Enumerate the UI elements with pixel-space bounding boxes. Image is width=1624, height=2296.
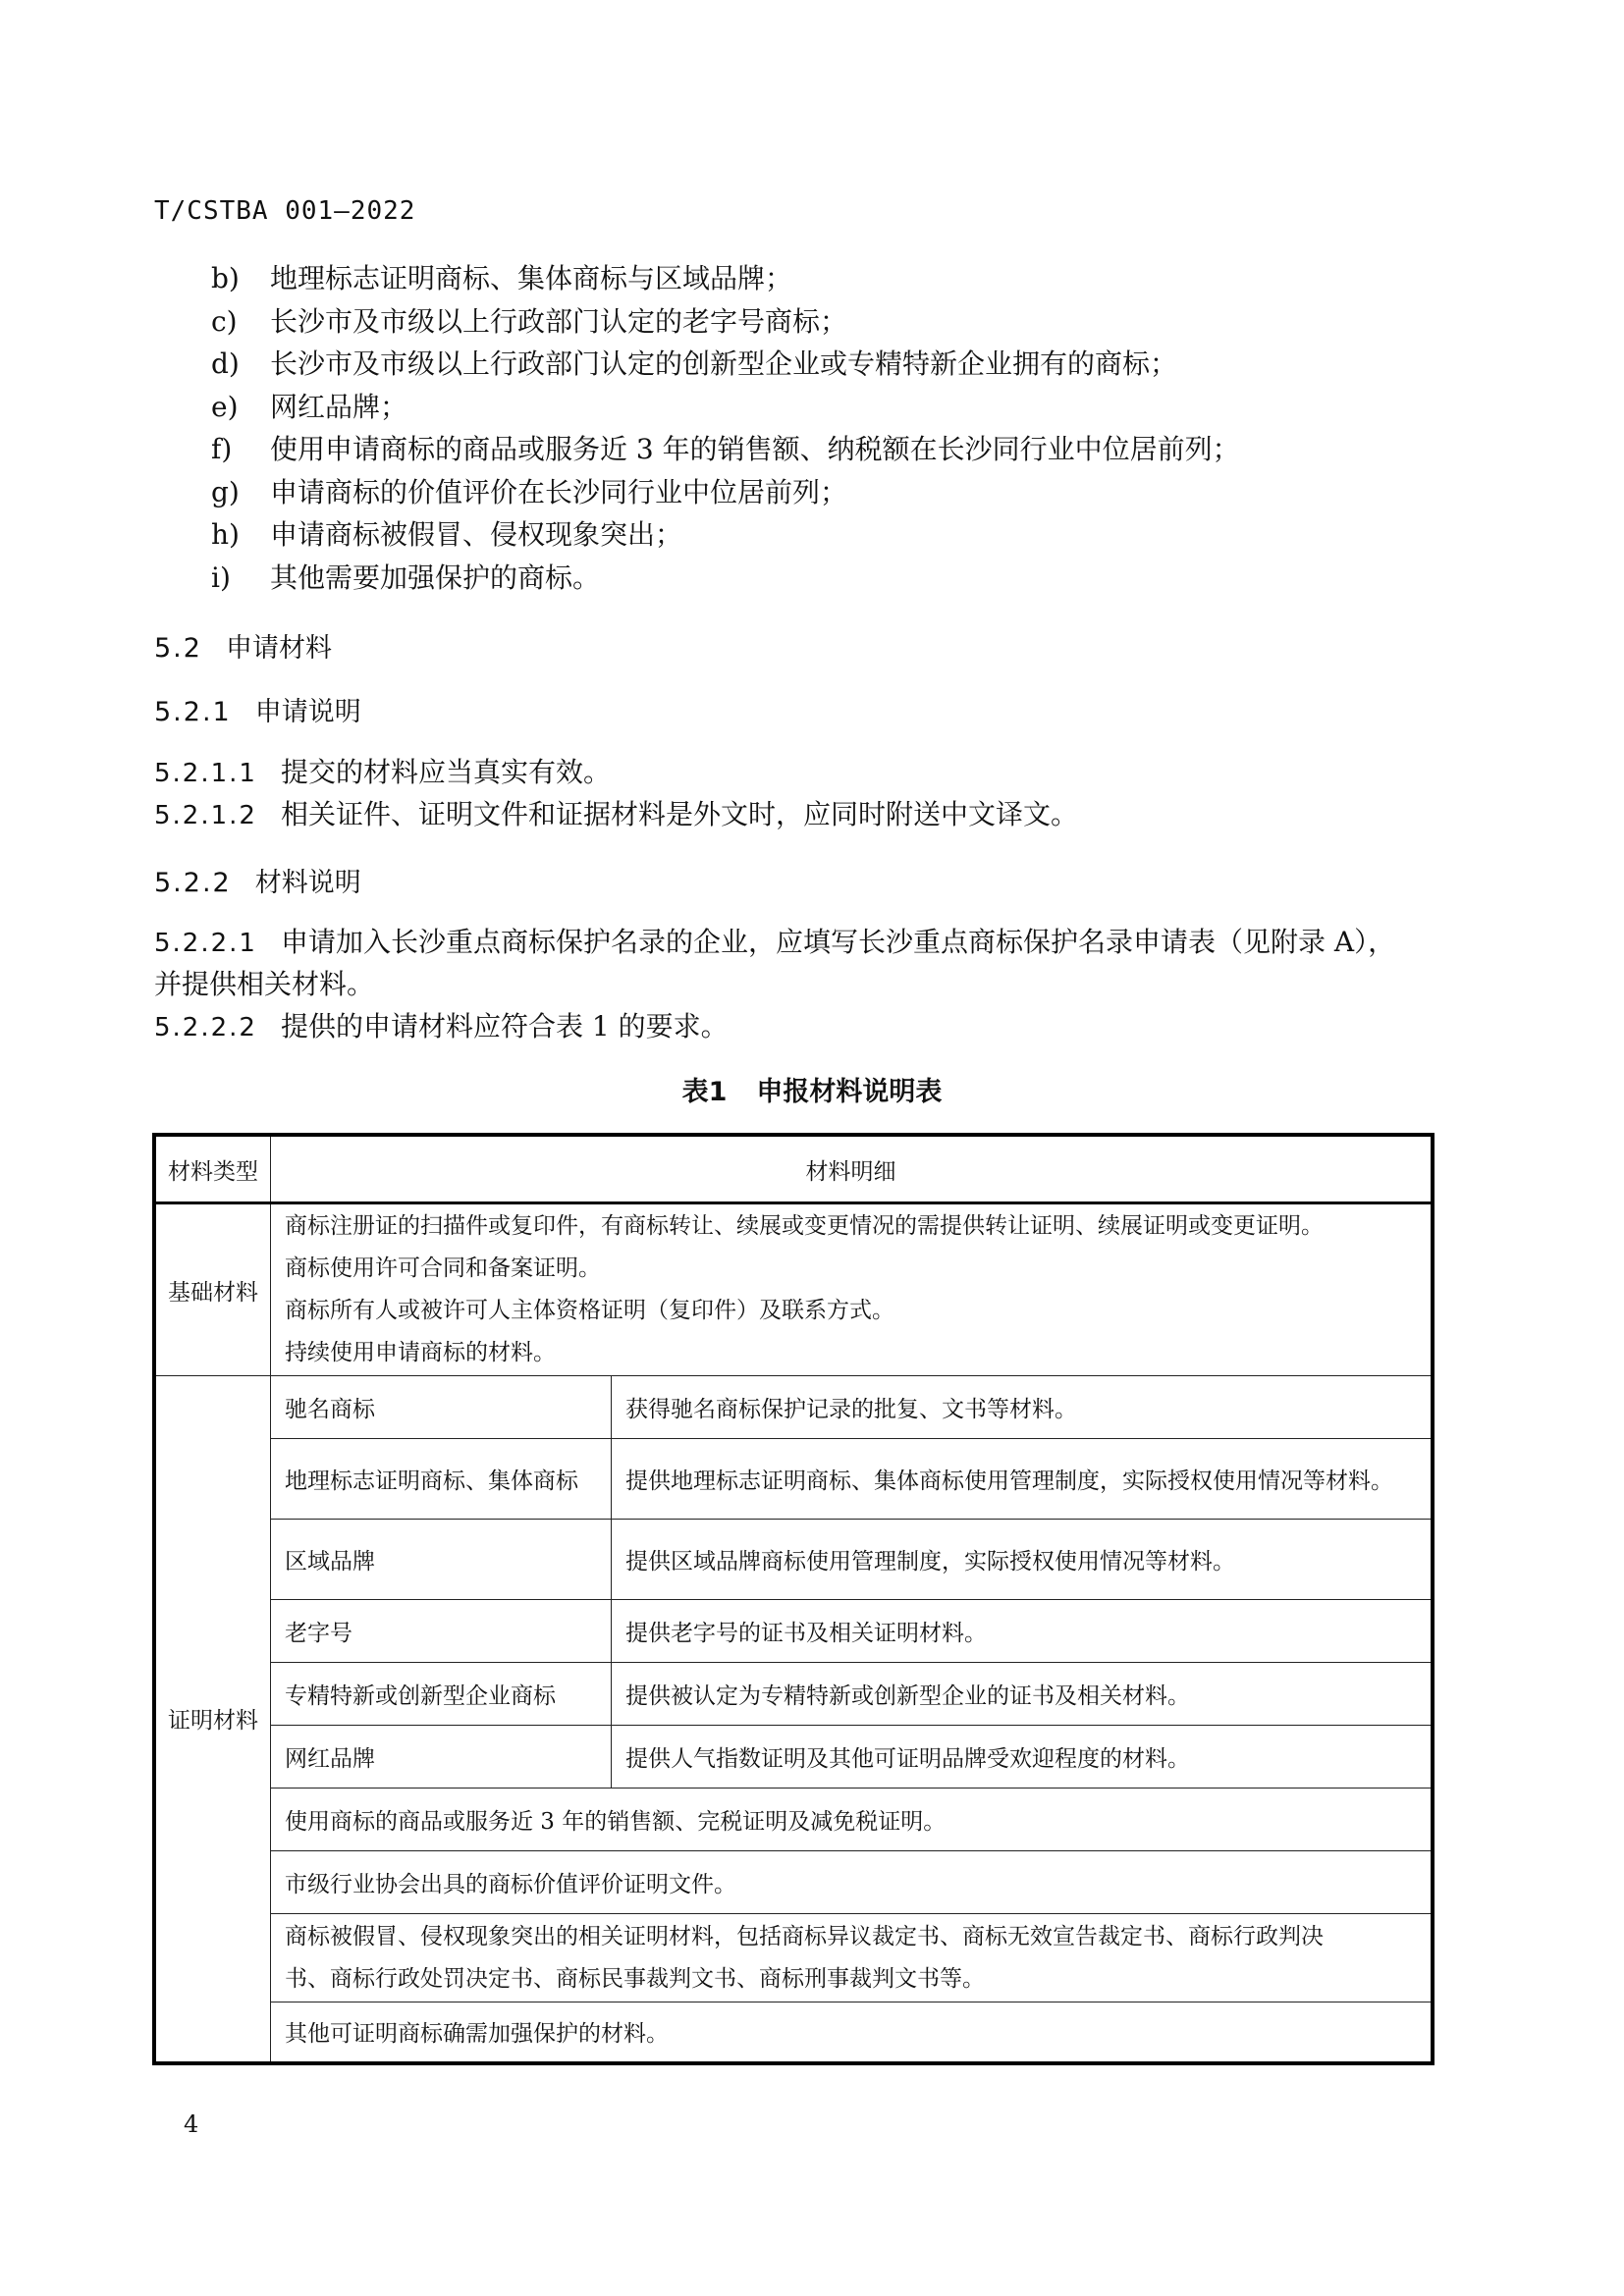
criteria-list — [211, 257, 1240, 599]
clause-5-2-2-1-cont: 并提供相关材料。 — [154, 968, 375, 1000]
list-marker: h) — [211, 518, 240, 551]
clause-number: 5.2.1.2 — [154, 801, 257, 830]
cell-category: 专精特新或创新型企业商标 — [271, 1663, 612, 1726]
cell-detail: 提供老字号的证书及相关证明材料。 — [612, 1600, 1434, 1663]
cell-full-detail — [271, 1914, 1434, 2002]
cell-detail: 获得驰名商标保护记录的批复、文书等材料。 — [612, 1376, 1434, 1439]
basic-line: 持续使用申请商标的材料。 — [285, 1340, 556, 1365]
detail-line: 商标被假冒、侵权现象突出的相关证明材料，包括商标异议裁定书、商标无效宣告裁定书、商标行政判决 — [285, 1923, 1324, 1949]
table-row — [154, 2002, 1433, 2063]
clause-text: 提供的申请材料应符合表 1 的要求。 — [280, 1010, 729, 1042]
section-heading-5-2 — [154, 626, 332, 665]
list-item — [211, 513, 1240, 557]
cell-basic-detail — [271, 1203, 1434, 1376]
list-marker: d) — [211, 347, 240, 380]
cell-category: 驰名商标 — [271, 1376, 612, 1439]
table-caption-number: 表1 — [681, 1077, 728, 1107]
cell-proof-type: 证明材料 — [154, 1376, 271, 2063]
detail-line: 书、商标行政处罚决定书、商标民事裁判文书、商标刑事裁判文书等。 — [285, 1965, 985, 1992]
cell-full-detail: 其他可证明商标确需加强保护的材料。 — [271, 2002, 1434, 2063]
table-row — [154, 1663, 1433, 1726]
list-text: 申请商标的价值评价在长沙同行业中位居前列； — [270, 475, 848, 508]
list-text: 使用申请商标的商品或服务近 3 年的销售额、纳税额在长沙同行业中位居前列； — [270, 433, 1240, 465]
cell-full-detail: 使用商标的商品或服务近 3 年的销售额、完税证明及减免税证明。 — [271, 1789, 1434, 1851]
list-text: 其他需要加强保护的商标。 — [270, 561, 601, 594]
section-heading-5-2-2 — [154, 861, 361, 899]
clause-number: 5.2.2.1 — [154, 929, 257, 958]
section-number: 5.2.2 — [154, 868, 232, 898]
list-marker: g) — [211, 475, 240, 508]
clause-5-2-1-2 — [154, 793, 1078, 837]
list-item — [211, 471, 1240, 514]
table-caption — [0, 1070, 1624, 1108]
cell-detail: 提供地理标志证明商标、集体商标使用管理制度，实际授权使用情况等材料。 — [612, 1439, 1434, 1520]
basic-line: 商标使用许可合同和备案证明。 — [285, 1255, 601, 1281]
clause-text: 申请加入长沙重点商标保护名录的企业，应填写长沙重点商标保护名录申请表（见附录 A）， — [280, 926, 1396, 958]
section-heading-5-2-1 — [154, 690, 361, 728]
basic-line: 商标注册证的扫描件或复印件，有商标转让、续展或变更情况的需提供转让证明、续展证明或变更证明。 — [285, 1213, 1324, 1239]
list-text: 地理标志证明商标、集体商标与区域品牌； — [270, 262, 793, 294]
clause-5-2-2-1 — [154, 921, 1395, 965]
list-marker: i) — [211, 561, 231, 594]
list-marker: b) — [211, 262, 240, 294]
table-row — [154, 1600, 1433, 1663]
header-material-detail: 材料明细 — [271, 1135, 1434, 1203]
section-title: 材料说明 — [254, 868, 361, 898]
table-row — [154, 1520, 1433, 1600]
table-header-row — [154, 1135, 1433, 1203]
table-caption-title: 申报材料说明表 — [756, 1077, 943, 1107]
table-row-basic — [154, 1203, 1433, 1376]
cell-category: 老字号 — [271, 1600, 612, 1663]
clause-5-2-1-1 — [154, 751, 611, 795]
cell-category: 区域品牌 — [271, 1520, 612, 1600]
standard-number: T/CSTBA 001—2022 — [154, 196, 416, 226]
header-material-type: 材料类型 — [154, 1135, 271, 1203]
list-item — [211, 428, 1240, 471]
list-text: 长沙市及市级以上行政部门认定的创新型企业或专精特新企业拥有的商标； — [270, 347, 1178, 380]
table-row — [154, 1376, 1433, 1439]
table-row — [154, 1789, 1433, 1851]
cell-detail: 提供区域品牌商标使用管理制度，实际授权使用情况等材料。 — [612, 1520, 1434, 1600]
list-marker: f) — [211, 433, 233, 465]
materials-table — [152, 1133, 1435, 2065]
section-title: 申请材料 — [225, 633, 332, 664]
section-number: 5.2.1 — [154, 697, 232, 727]
clause-text: 相关证件、证明文件和证据材料是外文时，应同时附送中文译文。 — [280, 798, 1078, 830]
basic-line: 商标所有人或被许可人主体资格证明（复印件）及联系方式。 — [285, 1298, 894, 1323]
list-marker: c) — [211, 304, 238, 338]
table-row — [154, 1851, 1433, 1914]
cell-basic-type: 基础材料 — [154, 1203, 271, 1376]
list-text: 申请商标被假冒、侵权现象突出； — [270, 518, 683, 551]
list-item — [211, 257, 1240, 300]
list-text: 长沙市及市级以上行政部门认定的老字号商标； — [270, 304, 848, 338]
cell-detail: 提供被认定为专精特新或创新型企业的证书及相关材料。 — [612, 1663, 1434, 1726]
clause-number: 5.2.2.2 — [154, 1013, 257, 1042]
list-item — [211, 557, 1240, 600]
cell-detail: 提供人气指数证明及其他可证明品牌受欢迎程度的材料。 — [612, 1726, 1434, 1789]
clause-text: 提交的材料应当真实有效。 — [280, 756, 611, 788]
section-title: 申请说明 — [254, 697, 361, 727]
list-item — [211, 343, 1240, 386]
list-item — [211, 300, 1240, 344]
page-number: 4 — [184, 2110, 199, 2138]
table-row — [154, 1914, 1433, 2002]
list-item — [211, 386, 1240, 429]
table-row — [154, 1726, 1433, 1789]
clause-number: 5.2.1.1 — [154, 759, 257, 788]
clause-5-2-2-2 — [154, 1005, 729, 1049]
section-number: 5.2 — [154, 633, 202, 664]
cell-category: 地理标志证明商标、集体商标 — [271, 1439, 612, 1520]
list-marker: e) — [211, 390, 239, 423]
list-text: 网红品牌； — [270, 390, 408, 423]
cell-category: 网红品牌 — [271, 1726, 612, 1789]
table-row — [154, 1439, 1433, 1520]
cell-full-detail: 市级行业协会出具的商标价值评价证明文件。 — [271, 1851, 1434, 1914]
